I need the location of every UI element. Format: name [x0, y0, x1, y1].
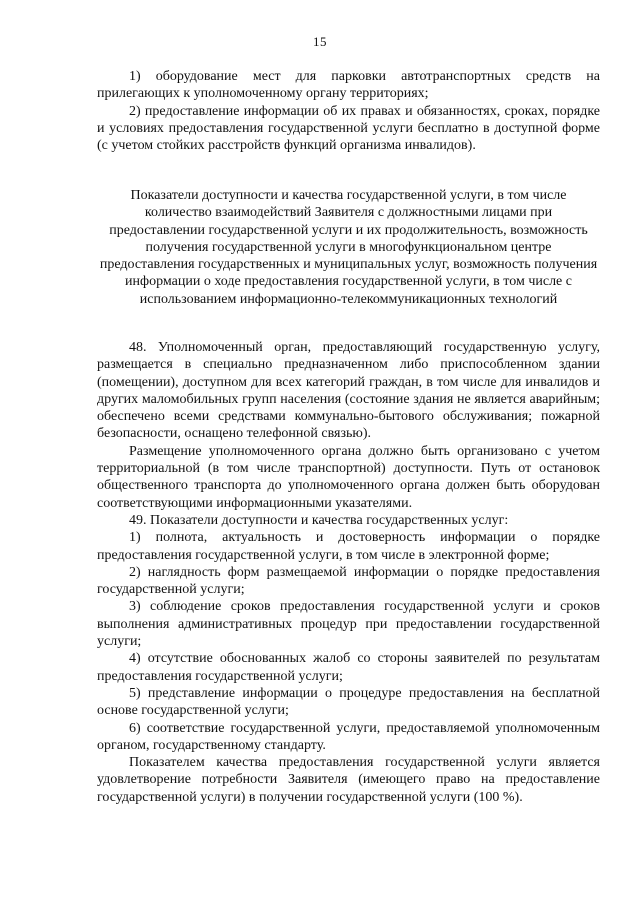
indicator-item-5: 5) представление информации о процедуре предоставления на бесплатной основе государственной услуги;: [97, 685, 600, 719]
indicator-item-3: 3) соблюдение сроков предоставления государственной услуги и сроков выполнения административных процедур при предоставлении государственной услуги;: [97, 599, 600, 650]
section-heading-text: Показатели доступности и качества государственной услуги, в том числе количество взаимодействий Заявителя с должностными лицами при предоставлении государственной услуги и их продолжительность, возможность получения государственной услуги в многофункциональном центре предоставления государственных и муниципальных услуг, возможность получения информации о ходе предоставления государственной услуги, в том числе с использованием информационно-телекоммуникационных технологий: [99, 188, 598, 307]
section-heading: [97, 187, 600, 308]
paragraph-placement: Размещение уполномоченного органа должно быть организовано с учетом территориальной (в том числе транспортной) доступности. Путь от остановок общественного транспорта до уполномоченного органа должен быть оборудован соответствующими информационными указателями.: [97, 443, 600, 511]
paragraph-49: 49. Показатели доступности и качества государственных услуг:: [129, 512, 509, 528]
indicator-item-2: 2) наглядность форм размещаемой информации о порядке предоставления государственной услуги;: [97, 564, 600, 598]
page-number: 15: [313, 34, 327, 49]
intro-item: 1) оборудование мест для парковки автотранспортных средств на прилегающих к уполномоченному органу территориях;: [97, 69, 600, 102]
quality-indicator-paragraph: Показателем качества предоставления государственной услуги является удовлетворение потребности Заявителя (имеющего право на предоставление государственной услуги) в получении государственной услуги (100 %).: [97, 755, 600, 805]
paragraph-48: 48. Уполномоченный орган, предоставляющий государственную услугу, размещается в специально предназначенном либо приспособленном здании (помещении), доступном для всех категорий граждан, в том числе для инвалидов и других маломобильных групп населения (состояние здания не является аварийным; обеспечено всеми средствами коммунально-бытового обслуживания; пожарной безопасности, оснащено телефонной связью).: [97, 340, 600, 442]
intro-item: 2) предоставление информации об их правах и обязанностях, сроках, порядке и условиях предоставления государственной услуги бесплатно в доступной форме (с учетом стойких расстройств функций организма инвалидов).: [97, 103, 600, 154]
intro-list: [97, 68, 600, 154]
indicator-item-6: 6) соответствие государственной услуги, предоставляемой уполномоченным органом, государственному стандарту.: [97, 720, 600, 753]
main-body: [97, 339, 600, 806]
indicator-item-1: 1) полнота, актуальность и достоверность информации о порядке предоставления государственной услуги, в том числе в электронной форме;: [97, 530, 600, 563]
indicator-item-4: 4) отсутствие обоснованных жалоб со стороны заявителей по результатам предоставления государственной услуги;: [97, 651, 600, 684]
